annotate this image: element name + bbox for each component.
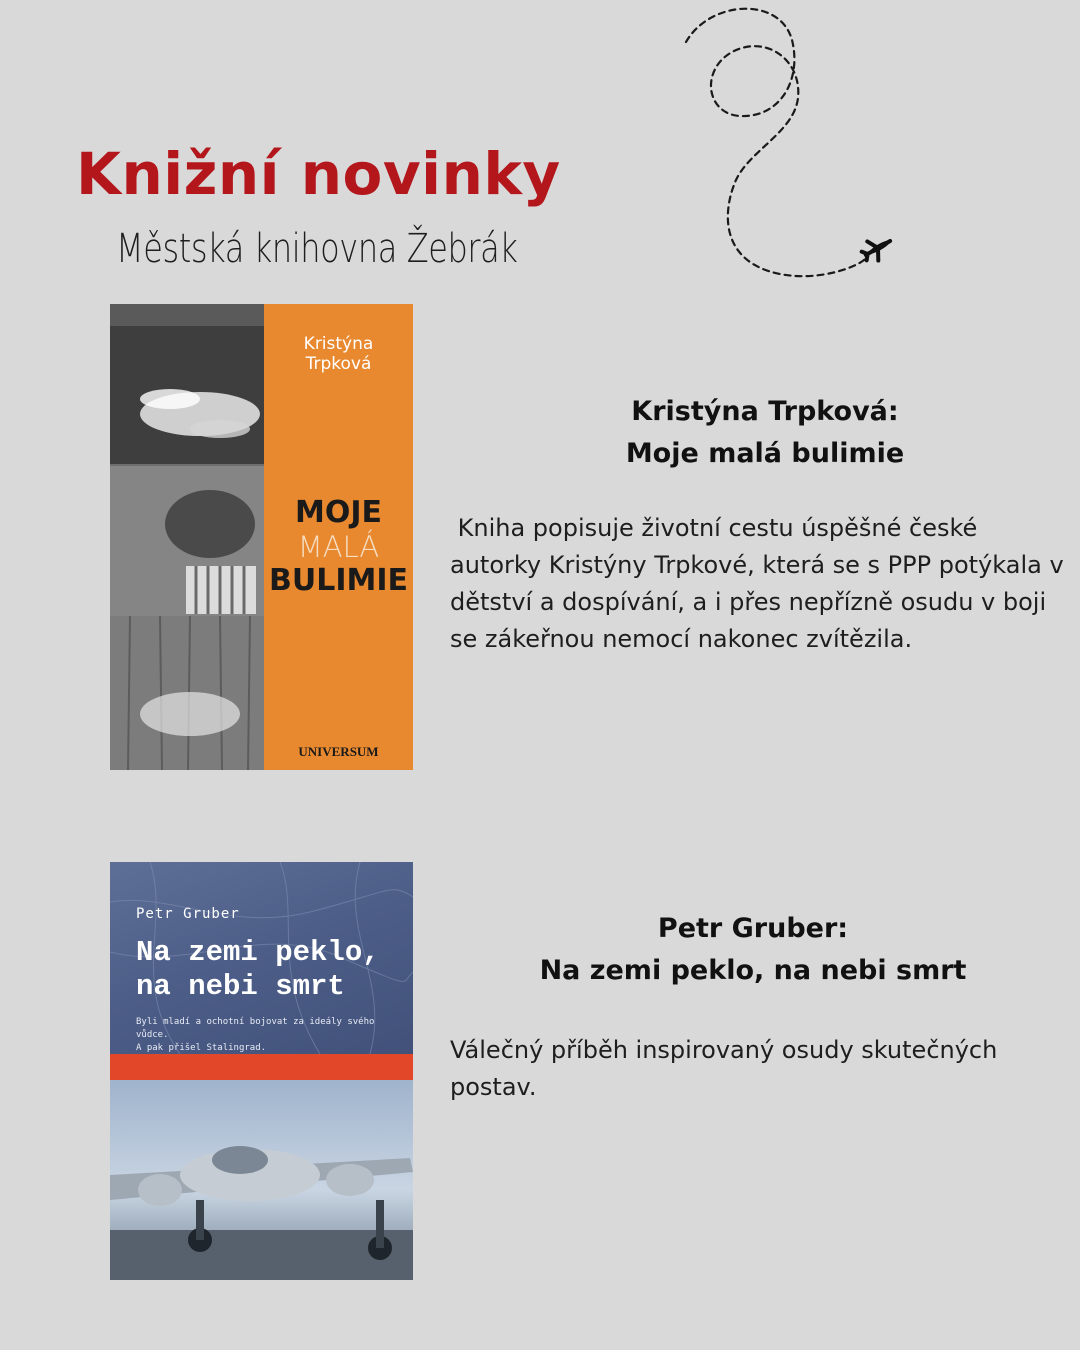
cover-tagline: Byli mladí a ochotní bojovat za ideály svého vůdce. A pak přišel Stalingrad. [136, 1017, 375, 1053]
cover-title: MOJE MALÁ BULIMIE [268, 495, 408, 598]
book-cover-bulimie[interactable] [110, 304, 413, 770]
book-heading: Kristýna Trpková: Moje malá bulimie [625, 396, 905, 469]
cover-red-band [110, 1054, 413, 1080]
cover-publisher: UNIVERSUM [298, 744, 379, 759]
cover-title: Na zemi peklo, na nebi smrt [136, 936, 380, 1003]
page-title: Knižní novinky [76, 140, 561, 208]
book-heading: Petr Gruber: Na zemi peklo, na nebi smrt [539, 913, 967, 986]
cover-photo-bomber [110, 1080, 413, 1280]
cover-map-background [110, 862, 413, 1080]
cover-orange-panel [264, 304, 413, 770]
book-description: Válečný příběh inspirovaný osudy skutečných postav. [450, 1036, 998, 1101]
book-description: Kniha popisuje životní cestu úspěšné české autorky Kristýny Trpkové, která se s PPP potýkala v dětství a dospívání, a i přes nepřízně osudu v boji se zákeřnou nemocí nakonec zvítězila. [450, 514, 1064, 653]
cover-author: Kristýna Trpková [303, 334, 374, 374]
flight-route-decoration [670, 0, 910, 290]
book-cover-na-zemi-peklo[interactable] [110, 862, 413, 1280]
cover-author: Petr Gruber [136, 906, 240, 922]
page-subtitle: Městská knihovna Žebrák [116, 226, 518, 272]
cover-photo-grayscale [110, 304, 264, 770]
